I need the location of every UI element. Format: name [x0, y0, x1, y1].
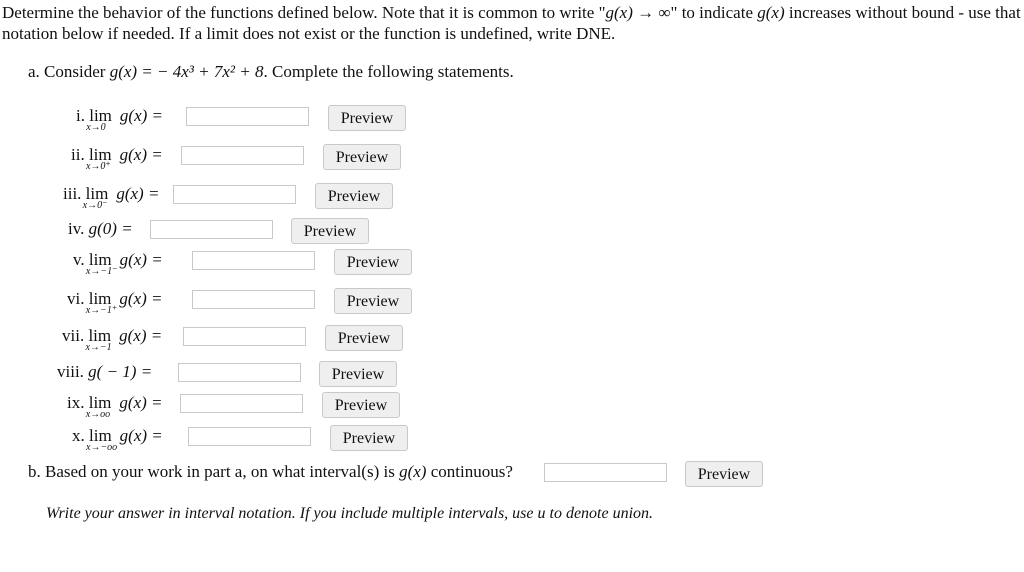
part-b-text [28, 461, 513, 483]
instructions-text-middle: " to indicate [670, 3, 758, 22]
preview-button[interactable]: Preview [328, 105, 406, 131]
limit-word: lim [85, 184, 109, 203]
limit-subscript: x→oo [85, 409, 111, 420]
part-b-function-reference: g(x) [399, 462, 427, 481]
question-number: vii. [62, 326, 85, 345]
preview-button[interactable]: Preview [325, 325, 403, 351]
limit-operator [86, 105, 112, 133]
answer-input[interactable] [183, 327, 306, 346]
answer-input[interactable] [188, 427, 311, 446]
preview-button[interactable]: Preview [330, 425, 408, 451]
limit-subscript: x→0⁻ [82, 200, 108, 211]
limit-question-row [0, 325, 1024, 353]
interval-notation-note: Write your answer in interval notation. If you include multiple intervals, use u to denote union. [46, 505, 654, 522]
instructions-text-start: Determine the behavior of the functions defined below. Note that it is common to write " [2, 3, 606, 22]
preview-button[interactable]: Preview [291, 218, 369, 244]
answer-input[interactable] [186, 107, 309, 126]
preview-button[interactable]: Preview [334, 249, 412, 275]
function-expression: g(x) = [119, 393, 163, 412]
function-expression: g(x) = [119, 250, 163, 269]
part-b-preview-button[interactable]: Preview [685, 461, 763, 487]
limit-question-row [0, 218, 1024, 242]
question-number: v. [73, 250, 85, 269]
function-expression: g(x) = [116, 184, 160, 203]
question-expression [76, 105, 163, 133]
limit-subscript: x→−oo [86, 442, 118, 453]
question-number: viii. [57, 362, 84, 381]
question-expression [57, 361, 152, 383]
limit-subscript: x→−1⁻ [85, 266, 118, 277]
limit-word: lim [88, 393, 112, 412]
limit-subscript: x→0⁺ [85, 161, 111, 172]
limit-operator [85, 325, 112, 353]
limit-question-row [0, 361, 1024, 385]
function-expression: g(0) = [88, 219, 133, 238]
interval-answer-input[interactable] [544, 463, 667, 482]
question-number: ii. [71, 145, 85, 164]
function-expression: g( − 1) = [88, 362, 153, 381]
question-expression [68, 218, 133, 240]
answer-input[interactable] [192, 290, 315, 309]
limit-question-row [0, 144, 1024, 172]
question-number: x. [72, 426, 85, 445]
answer-input[interactable] [180, 394, 303, 413]
question-number: i. [76, 106, 85, 125]
function-definition: g(x) = − 4x³ + 7x² + 8 [109, 62, 264, 81]
limit-word: lim [89, 106, 112, 125]
question-number: vi. [67, 289, 85, 308]
notation-arrow: → ∞ [632, 3, 671, 22]
function-expression: g(x) = [119, 145, 163, 164]
notation-function: g(x) [605, 3, 633, 22]
question-expression [71, 144, 163, 172]
limit-subscript: x→0 [86, 122, 106, 133]
limit-question-row [0, 249, 1024, 277]
limit-question-row [0, 183, 1024, 211]
question-expression [67, 392, 163, 420]
limit-word: lim [88, 250, 112, 269]
part-a-suffix: . Complete the following statements. [263, 62, 514, 81]
limit-operator [82, 183, 109, 211]
preview-button[interactable]: Preview [322, 392, 400, 418]
limit-word: lim [88, 145, 112, 164]
limit-word: lim [88, 326, 112, 345]
limit-operator [85, 288, 118, 316]
question-expression [67, 288, 163, 316]
question-expression [73, 249, 163, 277]
part-a-prefix: a. Consider [28, 62, 110, 81]
answer-input[interactable] [181, 146, 304, 165]
limit-question-row [0, 105, 1024, 133]
question-expression [72, 425, 163, 453]
preview-button[interactable]: Preview [315, 183, 393, 209]
instructions-text-end: increases without bound - use that notation below if needed. If a limit does not exist or the function is undefined, write DNE. [2, 3, 1021, 43]
part-b-text-start: b. Based on your work in part a, on what interval(s) is [28, 462, 400, 481]
question-expression [63, 183, 160, 211]
question-number: iv. [68, 219, 85, 238]
answer-input[interactable] [150, 220, 273, 239]
function-expression: g(x) = [119, 426, 163, 445]
answer-input[interactable] [173, 185, 296, 204]
function-reference: g(x) [757, 3, 785, 22]
question-number: iii. [63, 184, 82, 203]
limit-operator [85, 144, 112, 172]
limit-word: lim [88, 289, 112, 308]
limit-question-row [0, 425, 1024, 453]
limit-operator [86, 425, 118, 453]
limit-question-row [0, 392, 1024, 420]
part-b-question [28, 461, 1018, 487]
function-expression: g(x) = [119, 106, 163, 125]
instructions [2, 2, 1022, 44]
limit-subscript: x→−1⁺ [85, 305, 118, 316]
part-a-statement [28, 62, 514, 82]
limit-subscript: x→−1 [85, 342, 112, 353]
function-expression: g(x) = [119, 326, 163, 345]
answer-input[interactable] [192, 251, 315, 270]
function-expression: g(x) = [119, 289, 163, 308]
answer-input[interactable] [178, 363, 301, 382]
question-number: ix. [67, 393, 85, 412]
question-expression [62, 325, 163, 353]
part-b-text-end: continuous? [426, 462, 513, 481]
preview-button[interactable]: Preview [319, 361, 397, 387]
limit-operator [85, 392, 112, 420]
limit-word: lim [89, 426, 112, 445]
limit-operator [85, 249, 118, 277]
limit-question-row [0, 288, 1024, 316]
preview-button[interactable]: Preview [323, 144, 401, 170]
preview-button[interactable]: Preview [334, 288, 412, 314]
